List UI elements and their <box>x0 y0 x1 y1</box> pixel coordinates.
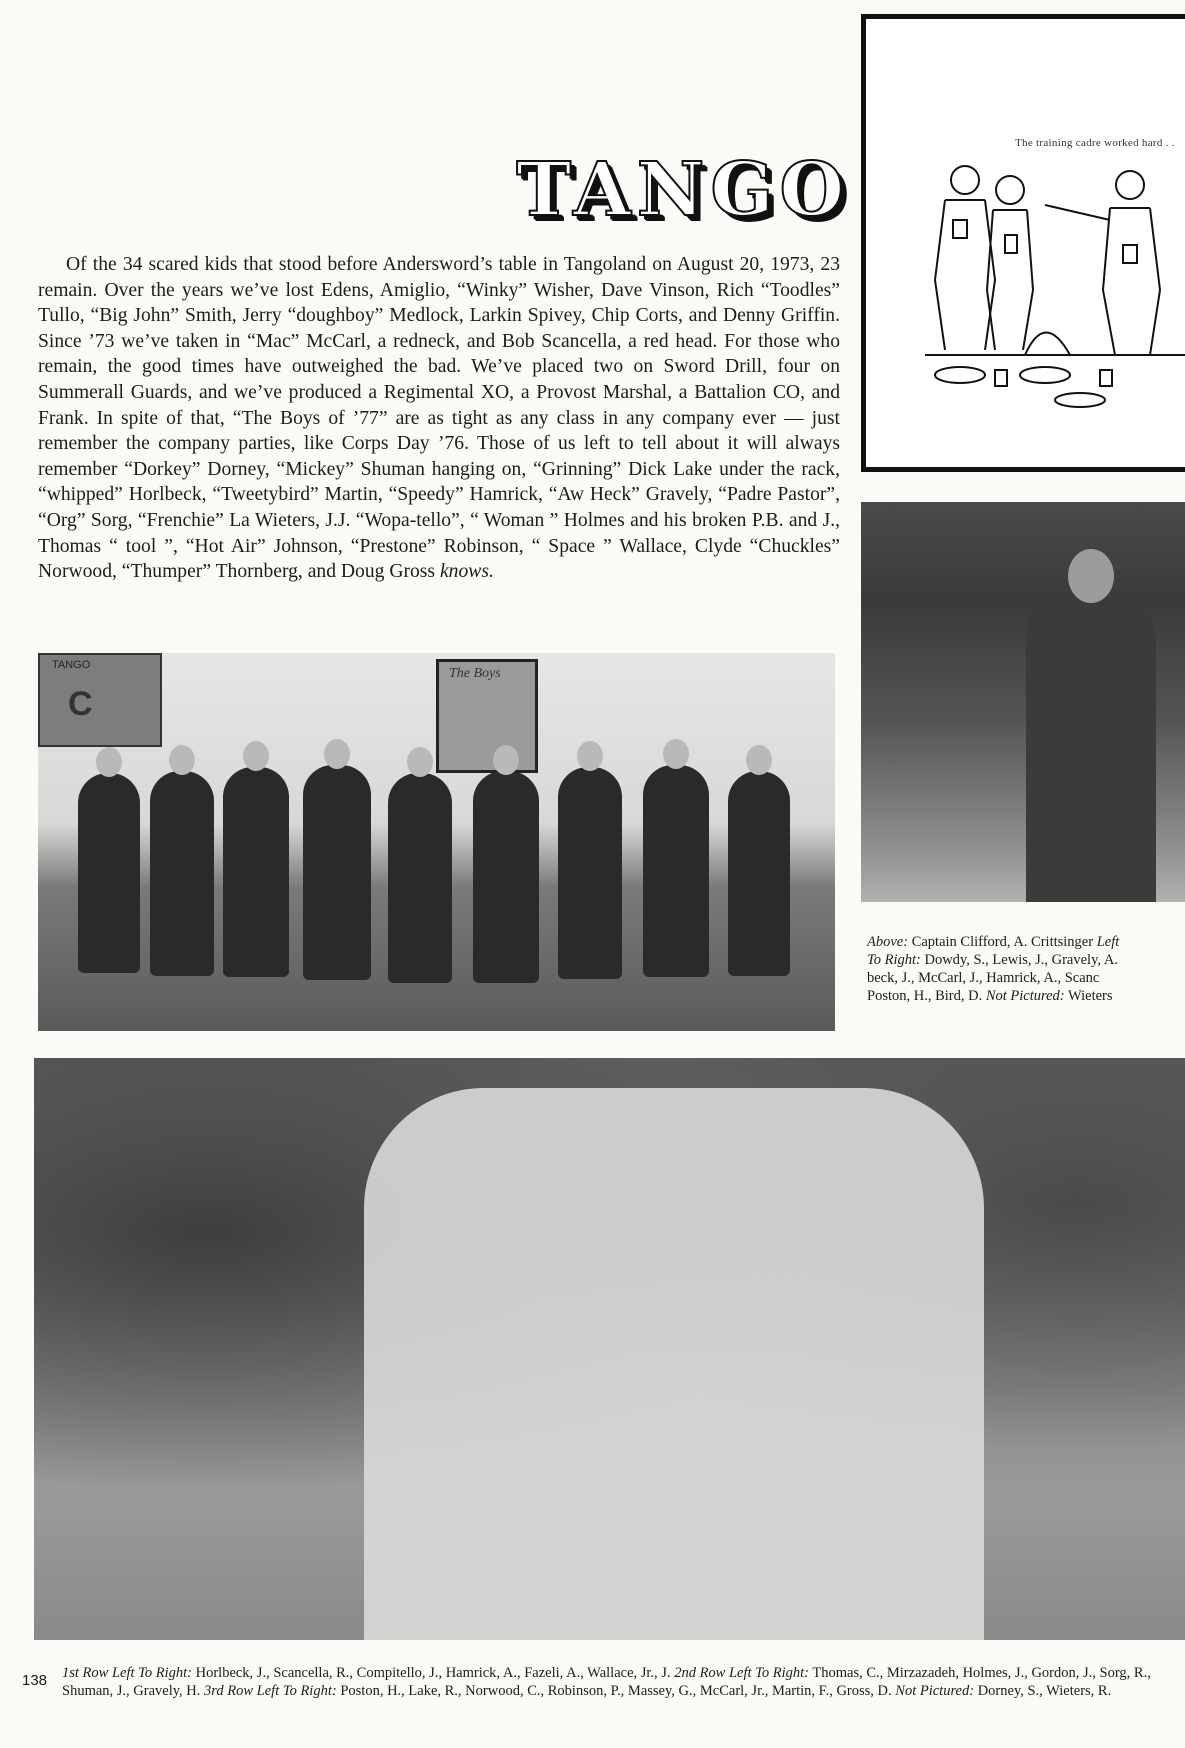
captain-photo <box>861 502 1185 902</box>
group-of-people <box>364 1088 984 1640</box>
company-banner: TANGO C <box>38 653 162 747</box>
article-text: Of the 34 scared kids that stood before Andersword’s table in Tangoland on August 20, 1973, 23 remain. Over the years we’ve lost Edens, Amiglio, “Winky” Wisher, Dave Vinson, Rich “Toodles” Tullo, “Big John” Smith, Jerry “doughboy” Medlock, Larkin Spivey, Chip Corts, and Denny Griffin. Since ’73 we’ve taken in “Mac” McCarl, a redneck, and Bob Scancella, a red head. For those who remain, the good times have outweighed the bad. We’ve placed two on Sword Drill, four on Summerall Guards, and we’ve produced a Regimental XO, a Provost Marshal, a Battalion CO, and Frank. In spite of that, “The Boys of ’77” are as tight as any class in any company ever — just remember the company parties, like Corps Day ’76. Those of us left to tell about it will always remember “Dorkey” Dorney, “Mickey” Shuman hanging on, “Grinning” Dick Lake under the rack, “whipped” Horlbeck, “Tweetybird” Martin, “Speedy” Hamrick, “Aw Heck” Gravely, “Padre Pastor”, “Org” Sorg, “Frenchie” La Wieters, J.J. “Wopa-tello”, “ Woman ” Holmes and his broken P.B. and J., Thomas “ tool ”, “Hot Air” Johnson, “Prestone” Robinson, “ Space ” Wallace, Clyde “Chuckles” Norwood, “Thumper” Thornberg, and Doug Gross <box>38 254 840 583</box>
cartoon-illustration-icon <box>905 150 1185 410</box>
cartoon-caption: The training cadre worked hard . . <box>1015 137 1175 149</box>
page-number: 138 <box>22 1672 48 1689</box>
article-text-italic-end: knows. <box>439 561 494 583</box>
page-title: TANGO <box>516 147 850 233</box>
captain-photo-caption: Above: Captain Clifford, A. Crittsinger Left To Right: Dowdy, S., Lewis, J., Gravely, A. beck, J., McCarl, J., Hamrick, A., Scanc Poston, H., Bird, D. Not Pictured: Wieters <box>867 934 1120 1004</box>
group-photo <box>34 1058 1185 1640</box>
the-boys-sign: The Boys <box>436 659 538 773</box>
group-photo-caption: 1st Row Left To Right: Horlbeck, J., Scancella, R., Compitello, J., Hamrick, A., Fazeli, A., Wallace, Jr., J. 2nd Row Left To Right: Thomas, C., Mirzazadeh, Holmes, J., Gordon, J., Sorg, R., Shuman, J., Gravely, H. 3rd Row Left To Right: Poston, H., Lake, R., Norwood, C., Robinson, P., Massey, G., McCarl, Jr., Martin, F., Gross, D. Not Pictured: Dorney, S., Wieters, R. <box>62 1665 1151 1699</box>
article-body <box>38 252 840 585</box>
cadets-photo <box>38 653 835 1031</box>
